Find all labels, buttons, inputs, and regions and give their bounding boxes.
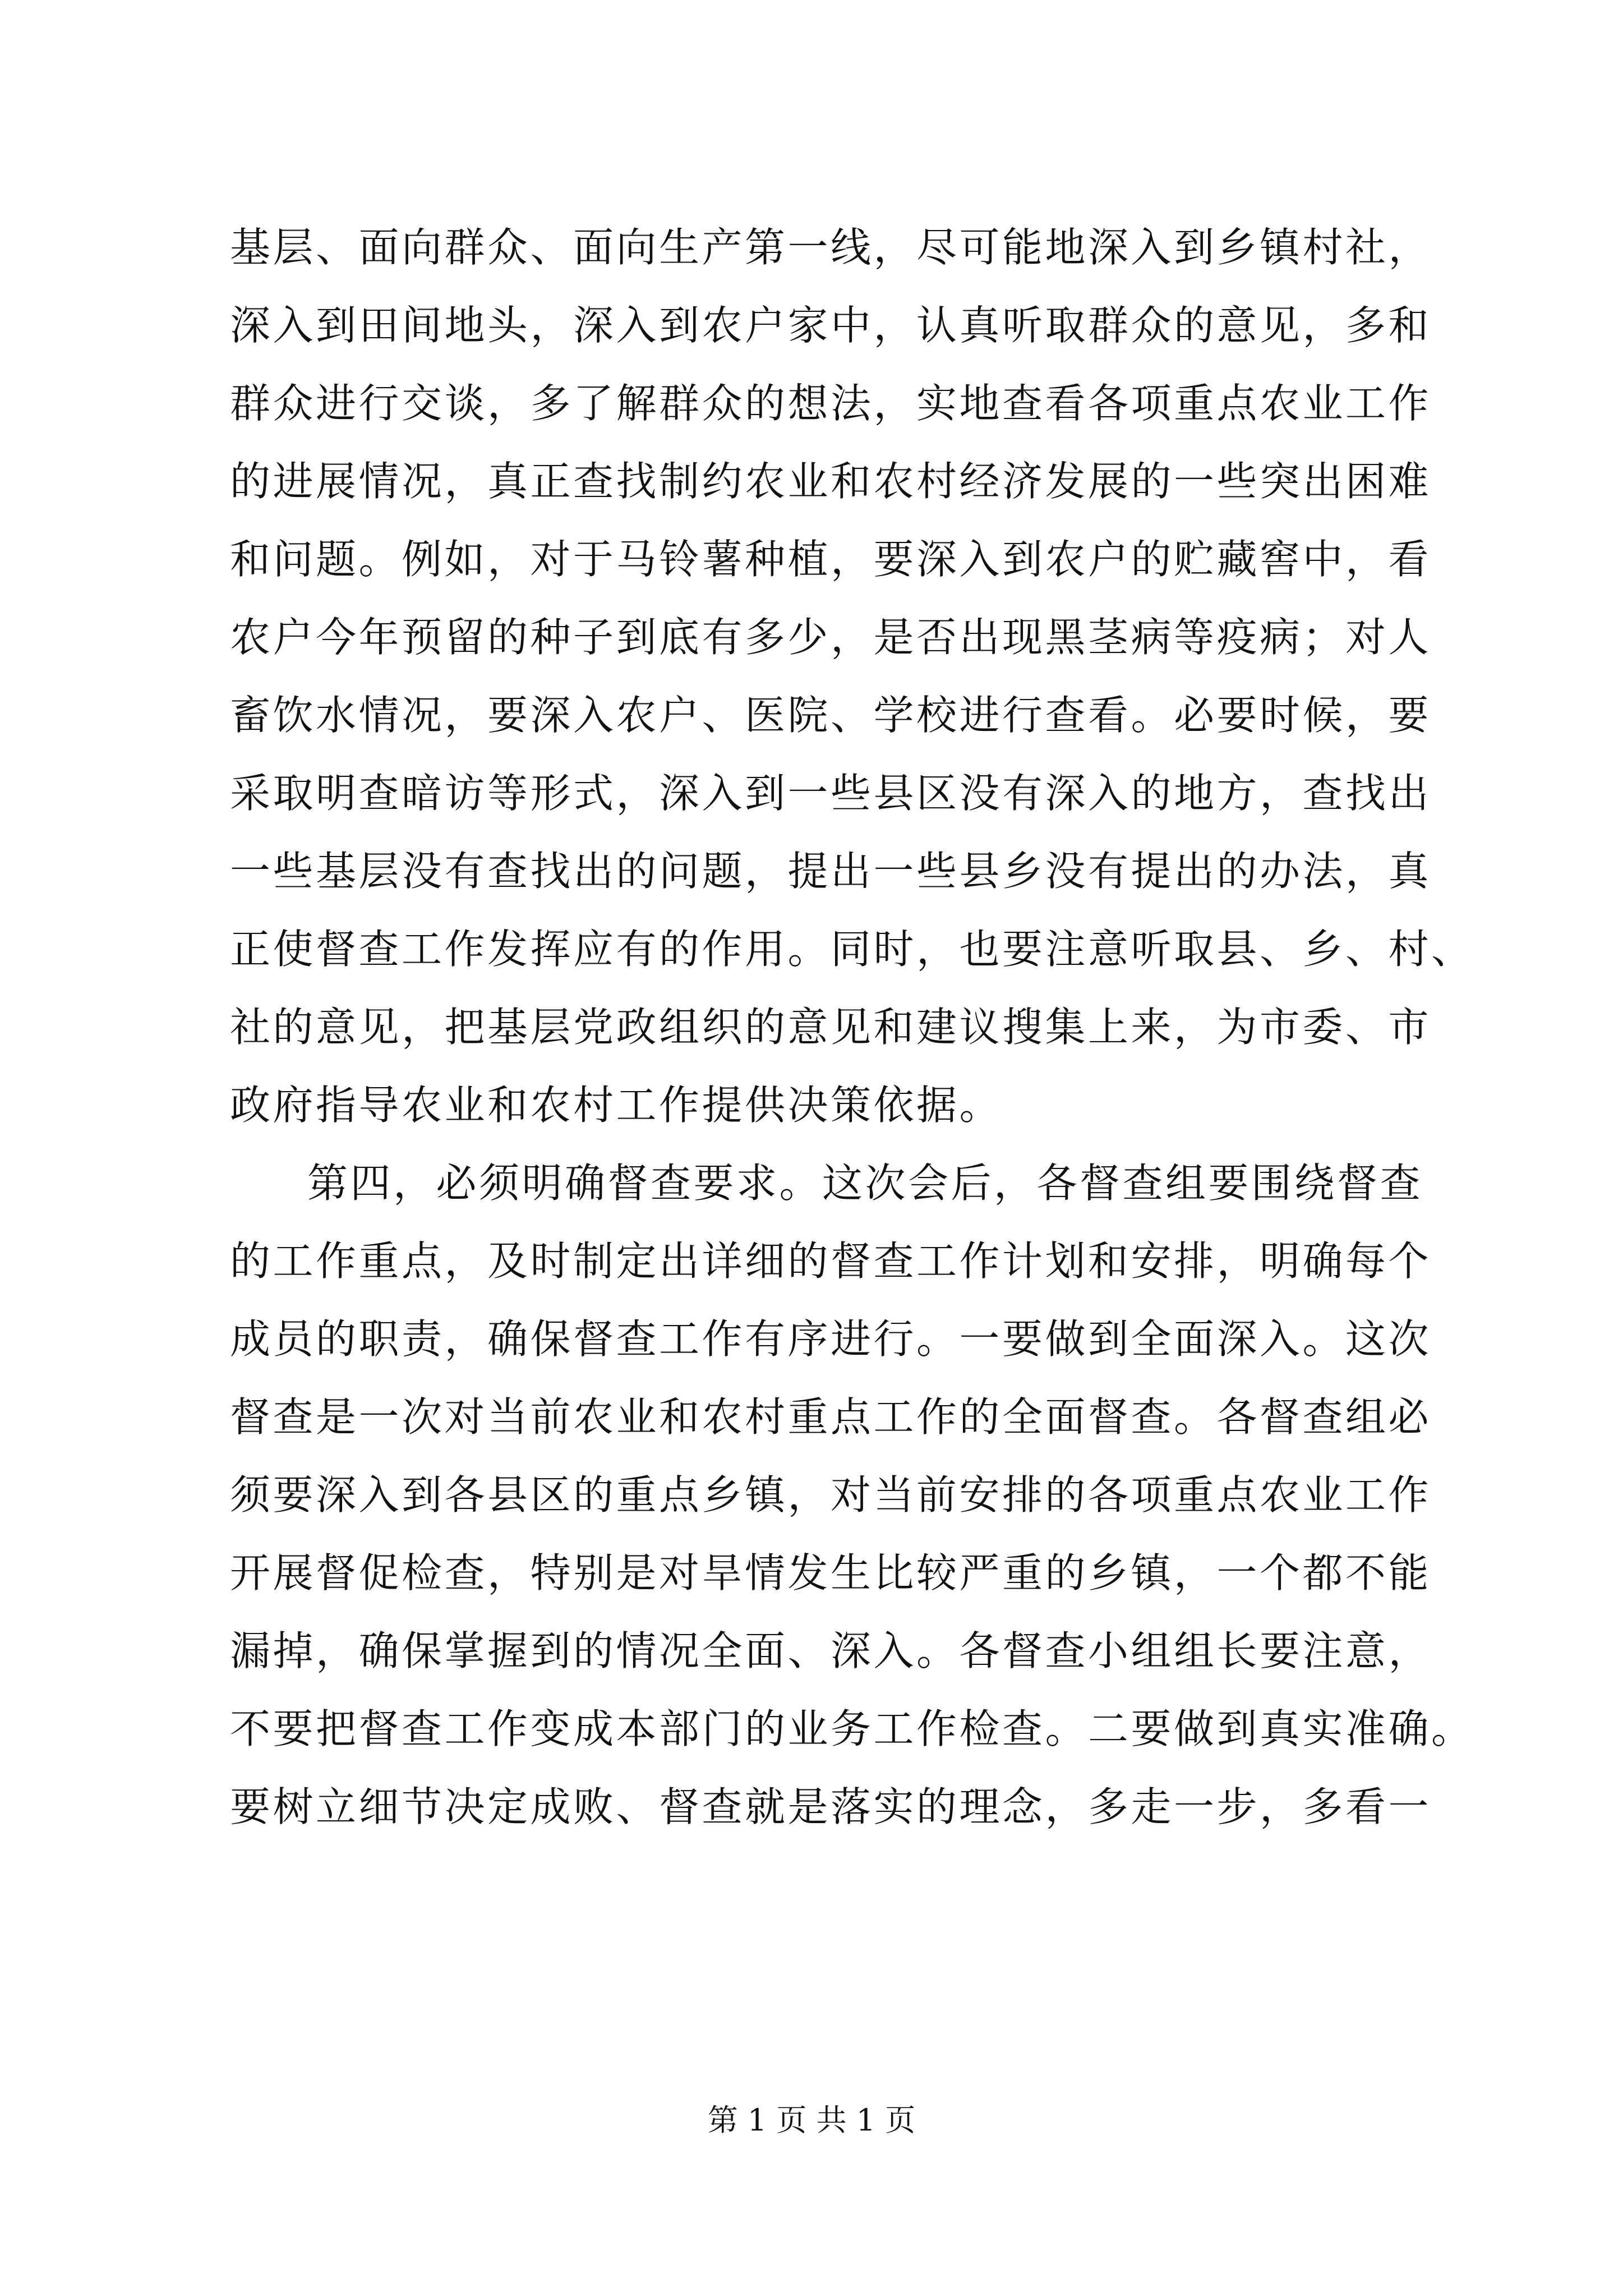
text-line: 要树立细节决定成败、督查就是落实的理念，多走一步，多看一 (230, 1783, 1432, 1830)
text-line: 成员的职责，确保督查工作有序进行。一要做到全面深入。这次 (230, 1315, 1432, 1363)
text-line: 漏掉，确保掌握到的情况全面、深入。各督查小组组长要注意， (230, 1627, 1432, 1674)
text-line: 开展督促检查，特别是对旱情发生比较严重的乡镇，一个都不能 (230, 1549, 1432, 1596)
paragraph-start-line: 第四，必须明确督查要求。这次会后，各督查组要围绕督查 (307, 1159, 1423, 1207)
text-line: 采取明查暗访等形式，深入到一些县区没有深入的地方，查找出 (230, 770, 1432, 817)
text-line: 基层、面向群众、面向生产第一线，尽可能地深入到乡镇村社， (230, 224, 1432, 271)
text-line: 畜饮水情况，要深入农户、医院、学校进行查看。必要时候，要 (230, 692, 1432, 739)
text-line: 的进展情况，真正查找制约农业和农村经济发展的一些突出困难 (230, 458, 1432, 505)
text-line: 须要深入到各县区的重点乡镇，对当前安排的各项重点农业工作 (230, 1471, 1432, 1519)
text-line: 群众进行交谈，多了解群众的想法，实地查看各项重点农业工作 (230, 380, 1432, 427)
text-line: 和问题。例如，对于马铃薯种植，要深入到农户的贮藏窖中，看 (230, 536, 1432, 583)
text-line: 深入到田间地头，深入到农户家中，认真听取群众的意见，多和 (230, 302, 1432, 349)
text-line: 的工作重点，及时制定出详细的督查工作计划和安排，明确每个 (230, 1237, 1432, 1285)
body-text (230, 209, 1623, 1846)
page-footer: 第 1 页 共 1 页 (707, 2102, 916, 2138)
text-line: 农户今年预留的种子到底有多少，是否出现黑茎病等疫病；对人 (230, 614, 1432, 661)
text-line: 一些基层没有查找出的问题，提出一些县乡没有提出的办法，真 (230, 848, 1432, 895)
text-line: 不要把督查工作变成本部门的业务工作检查。二要做到真实准确。 (230, 1705, 1474, 1752)
text-line: 正使督查工作发挥应有的作用。同时，也要注意听取县、乡、村、 (230, 926, 1474, 973)
text-line: 社的意见，把基层党政组织的意见和建议搜集上来，为市委、市 (230, 1004, 1432, 1051)
text-line: 政府指导农业和农村工作提供决策依据。 (230, 1082, 1003, 1129)
text-line: 督查是一次对当前农业和农村重点工作的全面督查。各督查组必 (230, 1393, 1432, 1441)
